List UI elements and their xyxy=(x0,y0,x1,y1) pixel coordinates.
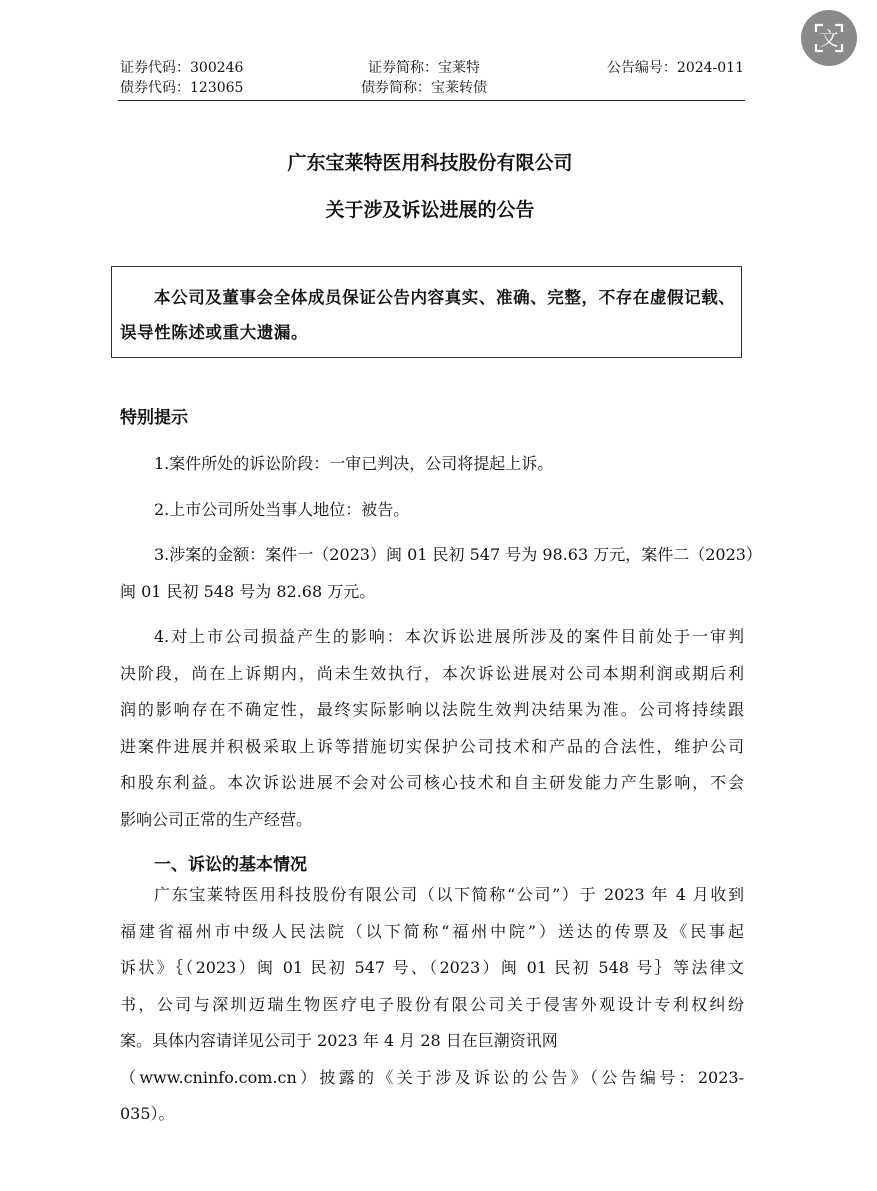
translate-icon xyxy=(812,21,846,55)
tip-4-line: 润的影响存在不确定性，最终实际影响以法院生效判决结果为准。公司将持续跟 xyxy=(120,700,744,719)
bond-code: 债券代码：123065 xyxy=(120,80,244,96)
announcement-title: 关于涉及诉讼进展的公告 xyxy=(325,199,535,221)
stock-code: 证券代码：300246 xyxy=(120,60,244,76)
tip-3-line: 3.涉案的金额：案件一（2023）闽 01 民初 547 号为 98.63 万元，案件二（2023） xyxy=(154,545,762,564)
tip-item-2: 2.上市公司所处当事人地位：被告。 xyxy=(154,500,410,519)
bond-abbreviation: 债券简称：宝莱转债 xyxy=(361,80,487,96)
announcement-number: 公告编号：2024-011 xyxy=(606,60,744,76)
tip-item-1: 1.案件所处的诉讼阶段：一审已判决，公司将提起上诉。 xyxy=(154,454,554,473)
section-1-line: 书，公司与深圳迈瑞生物医疗电子股份有限公司关于侵害外观设计专利权纠纷 xyxy=(120,994,744,1014)
tip-4-line: 决阶段，尚在上诉期内，尚未生效执行，本次诉讼进展对公司本期利润或期后利 xyxy=(120,663,744,683)
section-1-line: 案。具体内容请详见公司于 2023 年 4 月 28 日在巨潮资讯网 xyxy=(120,1031,558,1050)
section-1-line: 福建省福州市中级人民法院（以下简称“福州中院”）送达的传票及《民事起 xyxy=(120,921,744,941)
header-divider xyxy=(118,100,745,101)
translate-glyph: 文 xyxy=(819,28,839,50)
translate-button[interactable] xyxy=(801,10,857,66)
tip-4-line: 影响公司正常的生产经营。 xyxy=(120,809,313,829)
section-1-line: 广东宝莱特医用科技股份有限公司（以下简称“公司”）于 2023 年 4 月收到 xyxy=(154,885,744,904)
notice-text xyxy=(120,280,736,350)
board-guarantee-notice xyxy=(111,266,742,358)
section-1-line: （www.cninfo.com.cn）披露的《关于涉及诉讼的公告》（公告编号：2023- xyxy=(120,1067,744,1087)
stock-abbreviation: 证券简称：宝莱特 xyxy=(368,60,480,76)
tip-3-line: 闽 01 民初 548 号为 82.68 万元。 xyxy=(120,581,376,601)
tip-item-3 xyxy=(120,537,762,610)
section-1-line: 035）。 xyxy=(120,1104,175,1123)
section-1-body xyxy=(120,877,744,1133)
special-tips-heading: 特别提示 xyxy=(120,408,188,428)
company-title: 广东宝莱特医用科技股份有限公司 xyxy=(287,152,573,174)
tip-item-4 xyxy=(120,619,744,838)
tip-4-line: 4.对上市公司损益产生的影响：本次诉讼进展所涉及的案件目前处于一审判 xyxy=(154,627,744,646)
section-1-line: 诉状》｛（2023）闽 01 民初 547 号、（2023）闽 01 民初 548 号｝等法律文 xyxy=(120,958,744,977)
tip-4-line: 和股东利益。本次诉讼进展不会对公司核心技术和自主研发能力产生影响，不会 xyxy=(120,773,744,792)
notice-line: 载、误导性陈述或重大遗漏。 xyxy=(120,288,736,342)
section-1-heading: 一、诉讼的基本情况 xyxy=(154,855,307,875)
notice-line: 本公司及董事会全体成员保证公告内容真实、准确、完整，不存在虚假记 xyxy=(154,288,702,307)
tip-4-line: 进案件进展并积极采取上诉等措施切实保护公司技术和产品的合法性，维护公司 xyxy=(120,736,744,756)
